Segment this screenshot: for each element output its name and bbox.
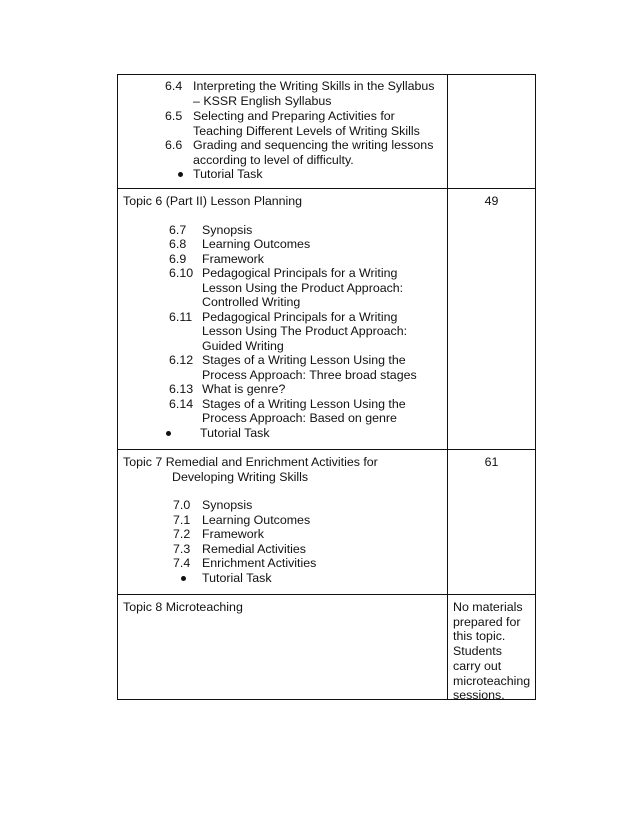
page-note-line: microteaching [453,673,531,688]
bullet-icon [178,172,183,177]
subtopic-number: 6.8 [169,237,187,251]
subtopic-title: Pedagogical Principals for a Writing [202,310,398,324]
page-note-line: Students [453,644,502,659]
subtopic-title: What is genre? [202,382,286,396]
subtopic-title: Learning Outcomes [202,237,311,251]
subtopic-number: 7.1 [173,513,191,527]
subtopic-title: Interpreting the Writing Skills in the Syllabus [193,79,435,93]
subtopic-title: Enrichment Activities [202,556,317,570]
page-number: 49 [484,194,499,208]
subtopic-title: Lesson Using The Product Approach: [202,324,408,338]
page-number: 61 [484,455,499,469]
subtopic-number: 6.14 [169,397,194,411]
subtopic-number: 6.11 [169,310,193,324]
topic-heading: Topic 7 Remedial and Enrichment Activities for [123,455,378,469]
subtopic-title: Synopsis [202,498,253,512]
subtopic-title: according to level of difficulty. [193,153,354,167]
subtopic-title: Synopsis [202,223,253,237]
subtopic-number: 7.2 [173,527,191,541]
tutorial-task-label: Tutorial Task [202,571,272,585]
row-divider [118,449,535,450]
subtopic-number: 6.4 [165,79,183,93]
subtopic-title: Pedagogical Principals for a Writing [202,266,398,280]
table-of-contents [117,74,536,703]
bullet-icon [166,431,171,436]
subtopic-number: 7.0 [173,498,191,512]
column-divider [447,75,448,699]
subtopic-title: Controlled Writing [202,295,301,309]
page-note-line: carry out [453,658,502,673]
subtopic-number: 6.7 [169,223,187,237]
page-note-line: this topic. [453,629,506,644]
subtopic-number: 6.6 [165,138,183,152]
subtopic-number: 6.12 [169,353,194,367]
subtopic-title: Guided Writing [202,339,284,353]
topic-heading: Developing Writing Skills [172,470,309,484]
topic-heading: Topic 8 Microteaching [123,600,243,614]
subtopic-title: Remedial Activities [202,542,306,556]
subtopic-title: Framework [202,527,264,541]
bullet-icon [181,576,186,581]
subtopic-number: 7.3 [173,542,191,556]
subtopic-title: Selecting and Preparing Activities for [193,109,395,123]
subtopic-title: Grading and sequencing the writing lessons [193,138,434,152]
topic-heading: Topic 6 (Part II) Lesson Planning [123,194,303,208]
subtopic-number: 6.5 [165,109,183,123]
subtopic-number: 6.13 [169,382,194,396]
subtopic-title: Lesson Using the Product Approach: [202,281,404,295]
page-note-line: sessions. [453,688,505,703]
row-divider [118,594,535,595]
subtopic-title: Process Approach: Three broad stages [202,368,417,382]
row-divider [118,188,535,189]
subtopic-title: Learning Outcomes [202,513,311,527]
subtopic-title: Process Approach: Based on genre [202,411,397,425]
subtopic-title: – KSSR English Syllabus [193,94,332,108]
subtopic-title: Stages of a Writing Lesson Using the [202,397,406,411]
page-note-line: No materials [453,600,523,614]
subtopic-number: 6.9 [169,252,187,266]
subtopic-title: Teaching Different Levels of Writing Skills [193,124,420,138]
tutorial-task-label: Tutorial Task [193,167,263,181]
page-note-line: prepared for [453,614,521,629]
subtopic-title: Framework [202,252,264,266]
tutorial-task-label: Tutorial Task [200,426,270,440]
subtopic-number: 7.4 [173,556,191,570]
subtopic-title: Stages of a Writing Lesson Using the [202,353,406,367]
subtopic-number: 6.10 [169,266,194,280]
page-note [453,600,533,703]
